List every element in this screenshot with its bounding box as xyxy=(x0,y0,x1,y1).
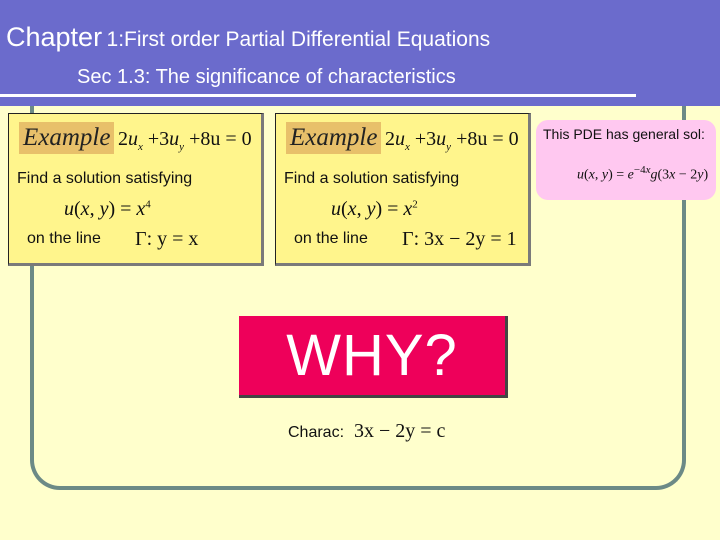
note-text: This PDE has general sol: xyxy=(543,126,705,142)
find-solution-text: Find a solution satisfying xyxy=(17,170,193,187)
line-equation: Γ: 3x − 2y = 1 xyxy=(402,228,517,250)
on-the-line-text: on the line xyxy=(27,230,101,247)
example-box-1 xyxy=(8,113,264,266)
line-equation: Γ: y = x xyxy=(135,228,199,250)
charac-label: Charac: xyxy=(288,424,345,441)
boundary-condition: u(x, $y) = x^4$ xyxy=(64,198,151,220)
charac-equation: 3x − 2y = c xyxy=(354,420,446,442)
general-solution-equation: u(x, $y) = e^{-4x}g(3x - 2y)$ xyxy=(577,164,709,183)
find-solution-text: Find a solution satisfying xyxy=(284,170,460,187)
general-solution-note xyxy=(536,120,716,200)
pde-equation: $2u_x +3u_y +8u = 0$ xyxy=(118,128,252,153)
why-box: WHY? xyxy=(239,316,508,398)
title-bar xyxy=(0,0,720,106)
boundary-condition: u(x, $y) = x^2$ xyxy=(331,198,418,220)
header-divider xyxy=(0,94,636,97)
example-box-2 xyxy=(275,113,531,266)
slide-subtitle: Sec 1.3: The significance of characteristics xyxy=(77,66,456,88)
pde-equation: $2u_x +3u_y +8u = 0$ xyxy=(385,128,519,153)
on-the-line-text: on the line xyxy=(294,230,368,247)
example-label: Example xyxy=(286,122,381,154)
example-label: Example xyxy=(19,122,114,154)
slide-title: Chapter 1:First order Partial Differential Equations xyxy=(6,22,491,52)
